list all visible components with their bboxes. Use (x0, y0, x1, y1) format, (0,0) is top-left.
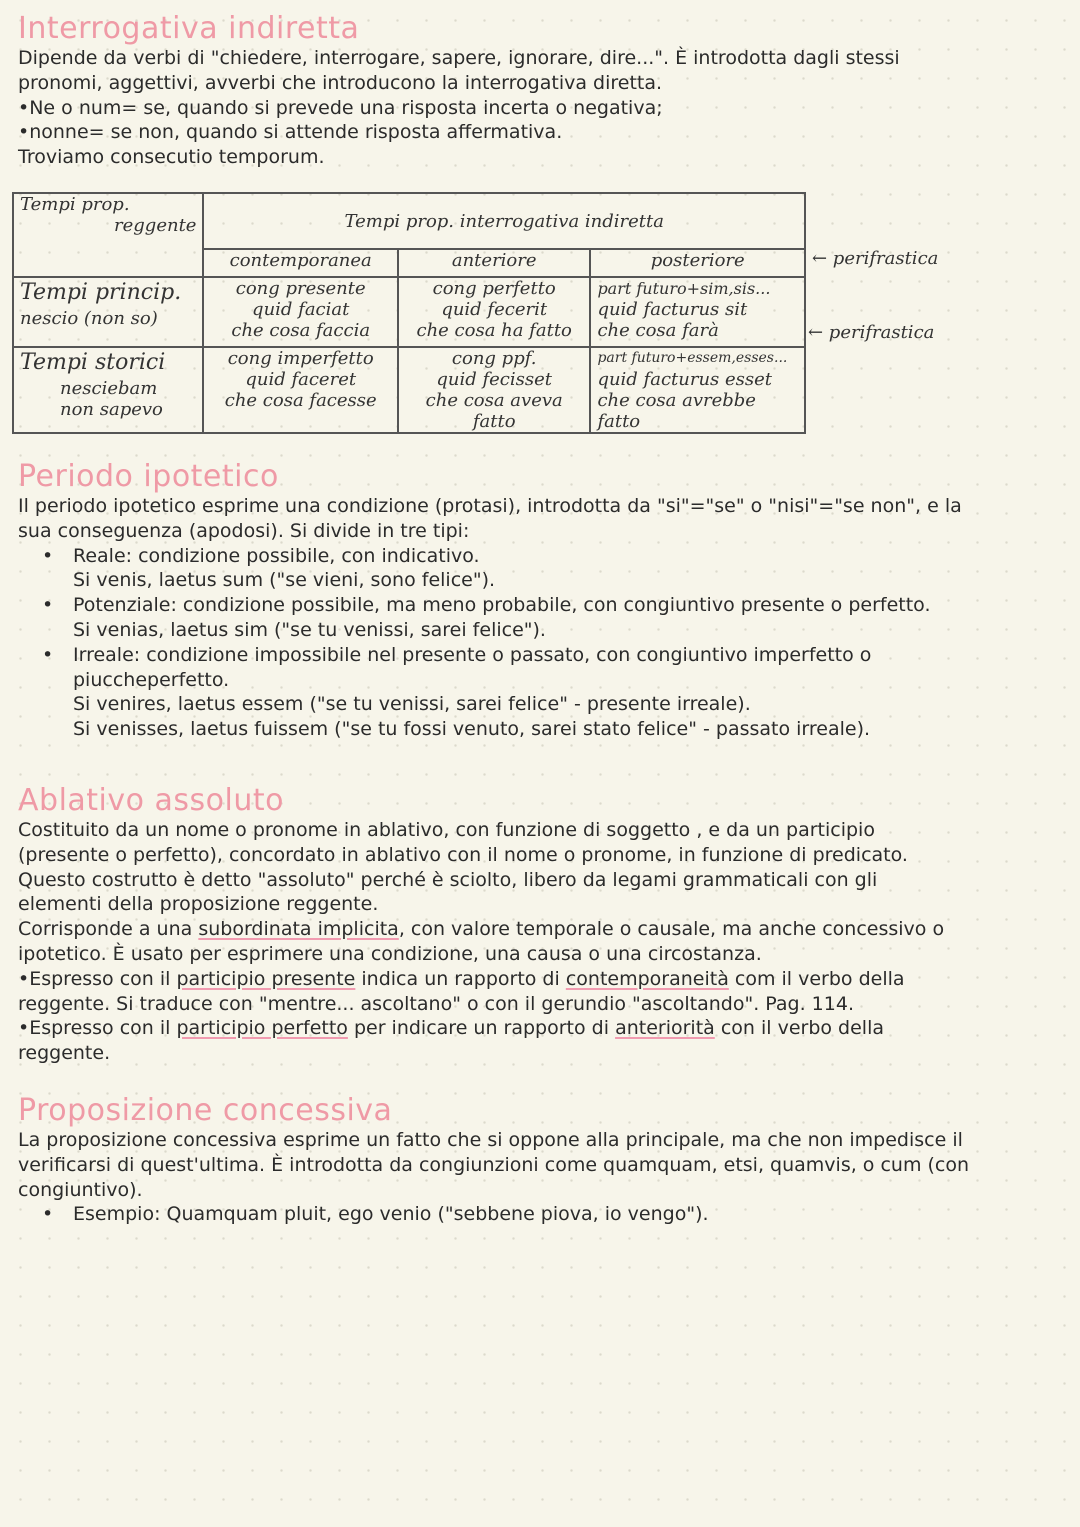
text-line: Si venis, laetus sum ("se vieni, sono felice"). (73, 569, 496, 592)
text-line: • Irreale: condizione impossibile nel presente o passato, con congiuntivo imperfetto o (73, 643, 872, 666)
cell-line: che cosa ha fatto (416, 320, 572, 341)
cell-line: quid facturus esset (597, 369, 773, 390)
title-interrogativa: Interrogativa indiretta (18, 11, 360, 46)
underlined-term: anteriorità (615, 1017, 715, 1040)
text-span: •Espresso con il (18, 967, 177, 990)
text-line: Il periodo ipotetico esprime una condizione (protasi), introdotta da "si"="se" o "nisi"="se non", e la (18, 495, 962, 517)
text-line: •Ne o num= se, quando si prevede una risposta incerta o negativa; (18, 96, 663, 119)
example-list (18, 1202, 1058, 1227)
text-line: Si venias, laetus sim ("se tu venissi, sarei felice"). (73, 618, 546, 641)
underlined-term: subordinata implicita (198, 918, 399, 941)
cell-r2-anter (398, 347, 590, 433)
text-line: piuccheperfetto. (73, 668, 230, 691)
cell-r1-poster (590, 277, 805, 347)
text-line: • Reale: condizione possibile, con indicativo. (73, 544, 480, 567)
cell-line: che cosa faccia (231, 320, 371, 341)
text-span: com il verbo della (728, 967, 905, 990)
text-span: Corrisponde a una (18, 918, 199, 941)
text-line: verificarsi di quest'ultima. È introdotta da congiunzioni come quamquam, etsi, quamvis, o cum (con (18, 1153, 970, 1176)
cell-line: che cosa aveva fatto (425, 390, 563, 432)
underlined-term: participio perfetto (176, 1017, 348, 1040)
cell-line: che cosa farà (597, 320, 719, 341)
text-line: ipotetico. È usato per esprimere una condizione, una causa o una circostanza. (18, 942, 762, 965)
cell-line: quid faceret (245, 369, 357, 390)
text-line: Troviamo consecutio temporum. (18, 146, 325, 169)
cell-line: part futuro+essem,esses... (597, 350, 788, 366)
text-span: , con valore temporale o causale, ma anche concessivo o (398, 918, 945, 941)
title-concessiva: Proposizione concessiva (18, 1093, 393, 1128)
note-perifrastica: ← perifrastica (808, 322, 935, 343)
consecutio-table (12, 192, 806, 434)
header-contemporanea: contemporanea (203, 249, 397, 277)
cell-line: che cosa facesse (224, 390, 377, 411)
cell-line: cong ppf. (451, 348, 537, 369)
text-line: •nonne= se non, quando si attende risposta affermativa. (18, 121, 563, 144)
text-line: Costituito da un nome o pronome in ablativo, con funzione di soggetto , e da un participio (18, 819, 875, 841)
row-label: nesciebam (60, 378, 158, 399)
text-line: sua conseguenza (apodosi). Si divide in tre tipi: (18, 519, 470, 542)
text-line: elementi della proposizione reggente. (18, 893, 379, 916)
cell-line: quid faciat (252, 299, 350, 320)
underlined-term: contemporaneità (565, 967, 729, 990)
row-label: Tempi storici (20, 350, 166, 375)
cell-line: cong presente (235, 278, 366, 299)
text-line: Dipende da verbi di "chiedere, interrogare, sapere, ignorare, dire...". È introdotta dagli stessi (18, 47, 900, 69)
text-line (18, 967, 1058, 992)
section-periodo-ipotetico (18, 460, 1058, 742)
text-span: indica un rapporto di (355, 967, 566, 990)
text-line: • Potenziale: condizione possibile, ma meno probabile, con congiuntivo presente o perfetto. (73, 594, 931, 617)
list-item (18, 643, 1058, 742)
row-tempi-principali (13, 277, 203, 347)
text-line: Si venisses, laetus fuissem ("se tu fossi venuto, sarei stato felice" - passato irreale). (73, 718, 871, 741)
section-ablativo-assoluto (18, 784, 1058, 1066)
text-line: Questo costrutto è detto "assoluto" perché è sciolto, libero da legami grammaticali con gli (18, 868, 878, 891)
section-interrogativa (18, 12, 1058, 170)
cell-r2-poster (590, 347, 805, 433)
header-posteriore: posteriore (590, 249, 805, 277)
row-label: nescio (non so) (20, 308, 158, 329)
text-line: pronomi, aggettivi, avverbi che introducono la interrogativa diretta. (18, 71, 663, 94)
cell-line: cong imperfetto (227, 348, 374, 369)
header-text: reggente (114, 215, 197, 236)
section-concessiva (18, 1094, 1058, 1227)
cell-r2-contemp (203, 347, 397, 433)
text-line (18, 917, 1058, 942)
title-ablativo-assoluto: Ablativo assoluto (18, 783, 284, 818)
list-item (18, 593, 1058, 643)
text-line (18, 1016, 1058, 1041)
text-line: reggente. (18, 1042, 111, 1065)
header-interrogativa: Tempi prop. interrogativa indiretta (203, 193, 805, 249)
text-span: •Espresso con il (18, 1017, 177, 1040)
text-line: reggente. Si traduce con "mentre... ascoltano" o con il gerundio "ascoltando". Pag. 114. (18, 992, 854, 1015)
header-text: Tempi prop. (20, 194, 130, 215)
underlined-term: participio presente (176, 967, 356, 990)
cell-line: quid fecerit (441, 299, 548, 320)
text-line: Si venires, laetus essem ("se tu venissi, sarei felice" - presente irreale). (73, 693, 751, 716)
header-anteriore: anteriore (398, 249, 590, 277)
cell-line: part futuro+sim,sis... (597, 279, 771, 298)
cell-line: quid fecisset (436, 369, 553, 390)
cell-line: cong perfetto (432, 278, 556, 299)
text-span: con il verbo della (714, 1017, 885, 1040)
row-label: Tempi princip. (20, 280, 182, 305)
row-tempi-storici (13, 347, 203, 433)
list-item: • Esempio: Quamquam pluit, ego venio ("sebbene piova, io vengo"). (18, 1202, 1058, 1227)
title-periodo-ipotetico: Periodo ipotetico (18, 459, 279, 494)
row-label: non sapevo (60, 399, 163, 420)
text-span: per indicare un rapporto di (347, 1017, 616, 1040)
cell-r1-contemp (203, 277, 397, 347)
list-item (18, 544, 1058, 594)
text-line: (presente o perfetto), concordato in ablativo con il nome o pronome, in funzione di predicato. (18, 843, 908, 866)
header-tempi-prop (13, 193, 203, 277)
note-perifrastica: ← perifrastica (812, 248, 939, 269)
text-line: La proposizione concessiva esprime un fatto che si oppone alla principale, ma che non impedisce il (18, 1129, 963, 1151)
text-line: congiuntivo). (18, 1178, 143, 1201)
cell-r1-anter (398, 277, 590, 347)
cell-line: quid facturus sit (597, 299, 748, 320)
tipi-list (18, 544, 1058, 742)
cell-line: che cosa avrebbe fatto (597, 390, 756, 432)
